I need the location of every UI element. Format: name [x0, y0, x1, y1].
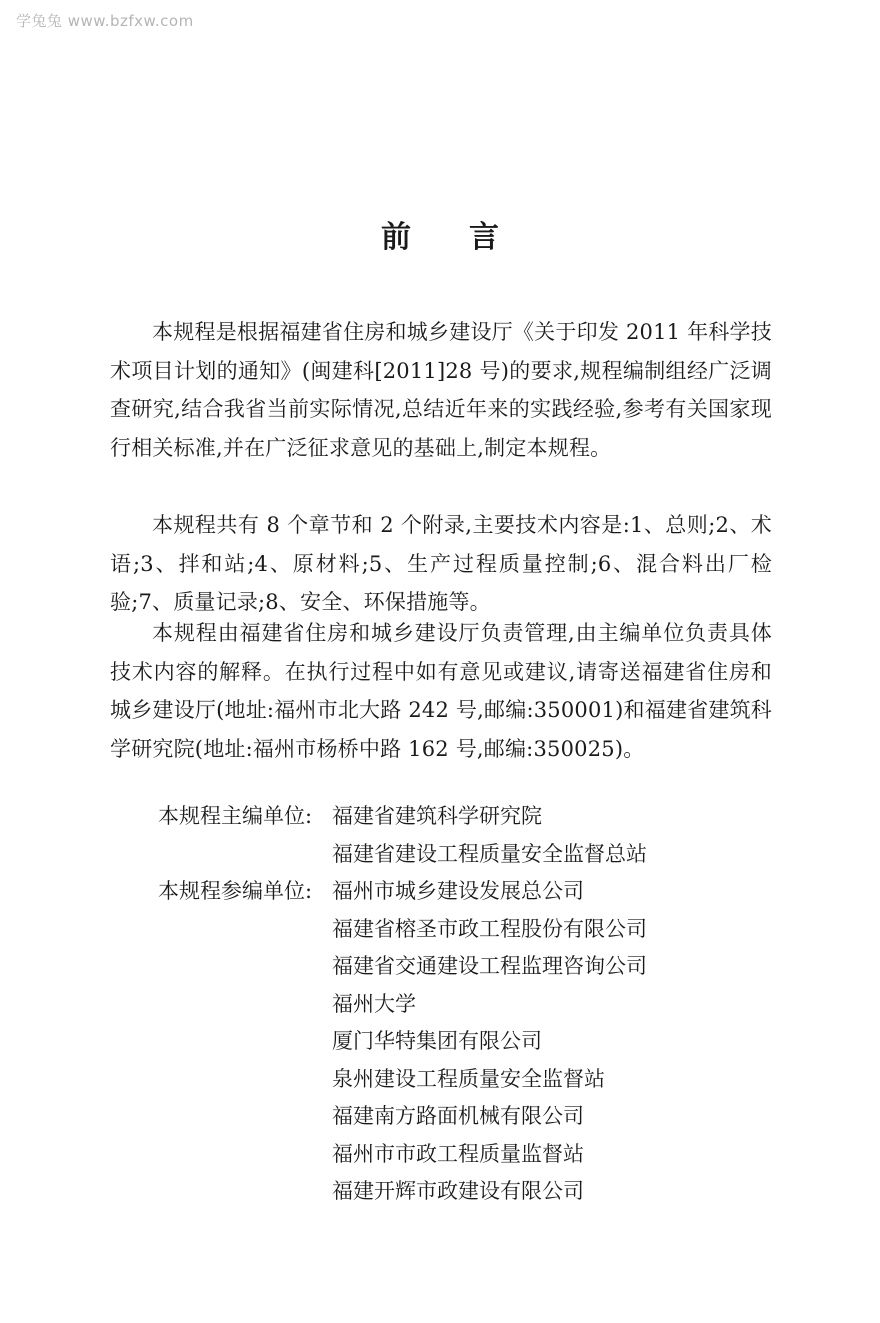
preface-paragraph-1-block	[110, 313, 772, 467]
unit-label-spacer	[158, 1173, 332, 1211]
participating-unit: 福建省榕圣市政工程股份有限公司	[332, 916, 647, 941]
participating-unit: 福建开辉市政建设有限公司	[332, 1179, 584, 1203]
title-char-2: 言	[469, 220, 499, 255]
unit-label-spacer	[158, 986, 332, 1024]
participating-units-label: 本规程参编单位:	[158, 879, 313, 903]
preface-paragraph-3-block	[110, 614, 772, 768]
preface-paragraph-2-block	[110, 506, 772, 622]
participating-unit-row	[158, 948, 647, 986]
participating-unit-row	[158, 911, 647, 949]
chief-units-label: 本规程主编单位:	[158, 804, 313, 828]
participating-unit: 福州市城乡建设发展总公司	[332, 879, 584, 903]
participating-unit: 福州市市政工程质量监督站	[332, 1141, 584, 1166]
preface-paragraph-2: 本规程共有 8 个章节和 2 个附录,主要技术内容是:1、总则;2、术语;3、拌和站;4、原材料;5、生产过程质量控制;6、混合料出厂检验;7、质量记录;8、安全、环保措施等。	[110, 513, 772, 614]
chief-unit-row	[158, 798, 647, 836]
unit-label-spacer	[158, 836, 332, 874]
participating-unit: 福州大学	[332, 991, 416, 1016]
watermark: 学兔兔 www.bzfxw.com	[16, 12, 194, 30]
unit-label-spacer	[158, 1023, 332, 1061]
participating-unit-row	[158, 1061, 647, 1099]
participating-unit: 泉州建设工程质量安全监督站	[332, 1066, 605, 1091]
chief-unit-row	[158, 836, 647, 874]
participating-unit: 福建南方路面机械有限公司	[332, 1104, 584, 1128]
unit-label-spacer	[158, 911, 332, 949]
participating-unit-row	[158, 873, 647, 911]
chief-unit: 福建省建筑科学研究院	[332, 804, 542, 828]
unit-label-spacer	[158, 1098, 332, 1136]
unit-label-spacer	[158, 948, 332, 986]
title-char-1: 前	[381, 220, 411, 255]
preface-paragraph-3: 本规程由福建省住房和城乡建设厅负责管理,由主编单位负责具体技术内容的解释。在执行过程中如有意见或建议,请寄送福建省住房和城乡建设厅(地址:福州市北大路 242 号,邮编:350001)和福建省建筑科学研究院(地址:福州市杨桥中路 162 号,邮编:350025)。	[110, 621, 772, 761]
participating-unit-row	[158, 986, 647, 1024]
participating-unit: 福建省交通建设工程监理咨询公司	[332, 954, 647, 978]
participating-unit: 厦门华特集团有限公司	[332, 1029, 542, 1053]
page-title	[0, 212, 880, 256]
preface-paragraph-1: 本规程是根据福建省住房和城乡建设厅《关于印发 2011 年科学技术项目计划的通知》(闽建科[2011]28 号)的要求,规程编制组经广泛调查研究,结合我省当前实际情况,总结近年来的实践经验,参考有关国家现行相关标准,并在广泛征求意见的基础上,制定本规程。	[110, 320, 772, 460]
chief-unit: 福建省建设工程质量安全监督总站	[332, 841, 647, 866]
participating-unit-row	[158, 1173, 647, 1211]
unit-label-spacer	[158, 1136, 332, 1174]
unit-label-spacer	[158, 1061, 332, 1099]
participating-unit-row	[158, 1136, 647, 1174]
participating-unit-row	[158, 1023, 647, 1061]
participating-unit-row	[158, 1098, 647, 1136]
editing-units	[158, 798, 647, 1211]
